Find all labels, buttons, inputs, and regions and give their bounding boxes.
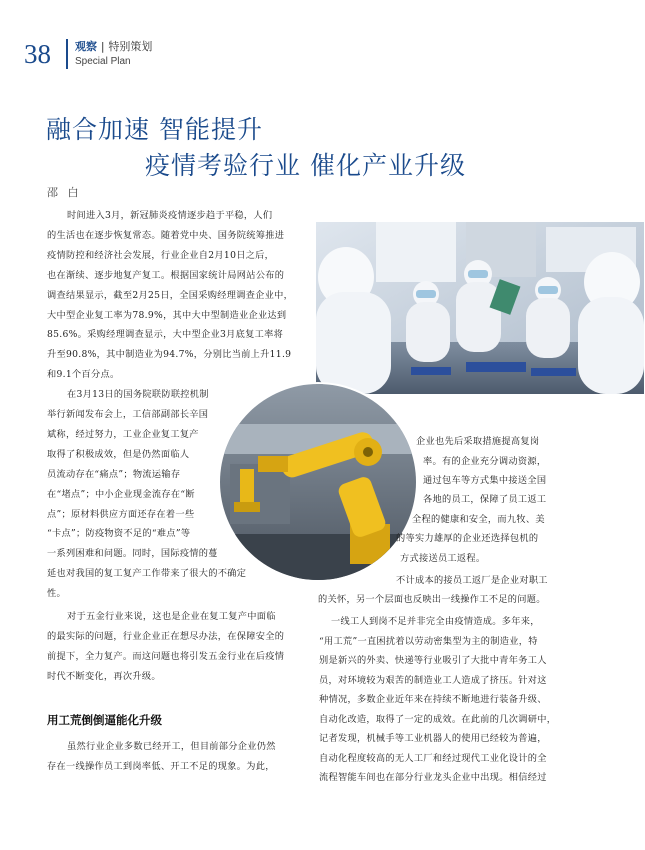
body-text-line: 时代不断变化，再次升级。	[47, 670, 161, 682]
body-text-line: 在3月13日的国务院联防联控机制	[67, 389, 209, 401]
body-text-line: 员，对环境较为艰苦的制造业工人造成了挤压。针对这	[319, 675, 547, 686]
body-text-line: 的生活也在逐步恢复常态。随着党中央、国务院统筹推进	[47, 229, 285, 241]
body-text-line: 时间进入3月，新冠肺炎疫情逐步趋于平稳，人们	[67, 210, 273, 221]
article-subtitle: 疫情考验行业 催化产业升级	[145, 151, 466, 180]
body-text-line: 企业也先后采取措施提高复岗	[416, 436, 540, 447]
page-header	[24, 36, 152, 72]
body-text-line: 性。	[47, 588, 66, 600]
body-text-line: 自动化改造，取得了一定的成效。在此前的几次调研中，	[319, 714, 557, 725]
body-text-line: 流程智能车间也在部分行业龙头企业中出现。相信经过	[319, 772, 547, 783]
section-label: 观察	[75, 40, 97, 53]
industrial-robot-arm-photo	[220, 384, 418, 582]
body-text-line: 取得了积极成效，但是仍然面临人	[47, 448, 190, 460]
body-text-line: 虽然行业企业多数已经开工，但目前部分企业仍然	[67, 741, 276, 752]
body-text-line: 别是新兴的外卖、快递等行业吸引了大批中青年务工人	[319, 655, 547, 666]
body-text-line: 斌称，经过努力，工业企业复工复产	[47, 428, 199, 440]
body-text-line: 全程的健康和安全，而九牧、美	[412, 514, 545, 525]
body-text-line: 举行新闻发布会上，工信部副部长辛国	[47, 409, 209, 420]
body-text-line: 调查结果显示，截至2月25日，全国采购经理调查企业中，	[47, 289, 294, 301]
body-text-line: 点”；原材料供应方面还存在着一些	[47, 508, 195, 520]
article-author: 邵 白	[47, 186, 82, 199]
body-text-line: 种情况，多数企业近年来在持续不断地进行装备升级、	[319, 694, 547, 705]
section-english-label: Special Plan	[75, 56, 131, 67]
page-number: 38	[24, 38, 51, 69]
body-text-line: 记者发现，机械手等工业机器人的使用已经较为普遍，	[319, 733, 547, 744]
robot-arm-photo	[218, 382, 418, 582]
body-text-line: 在“堵点”；中小企业现金流存在“断	[47, 488, 195, 500]
body-text-line: 疫情防控和经济社会发展，行业企业自2月10日之后，	[47, 249, 275, 261]
body-text-line: 通过包车等方式集中接送全国	[423, 475, 547, 486]
workers-in-cleanroom-photo	[316, 222, 644, 394]
body-text-line: 率。有的企业充分调动资源，	[423, 456, 547, 467]
body-text-line: 前提下，全力复产。而这问题也将引发五金行业在后疫情	[47, 650, 285, 662]
body-text-line: 的最实际的问题，行业企业正在想尽办法，在保障安全的	[47, 630, 285, 642]
body-text-line: 员流动存在“痛点”；物流运输存	[47, 468, 181, 480]
body-text-line: 85.6%。采购经理调查显示，大中型企业3月底复工率将	[47, 329, 284, 341]
lab-workers-photo	[316, 222, 644, 394]
body-text-line: 一线工人到岗不足并非完全由疫情造成。多年来，	[331, 616, 540, 627]
section-heading: 用工荒倒倒逼能化升级	[47, 713, 162, 727]
body-text-line: 升至90.8%，其中制造业为94.7%，分别比当前上升11.9	[47, 349, 292, 361]
body-text-line: 的关怀，另一个层面也反映出一线操作工不足的问题。	[318, 594, 546, 605]
subsection-label: 特别策划	[108, 40, 153, 53]
body-text-line: “卡点”；防疫物资不足的“难点”等	[47, 528, 191, 540]
body-text-line: 延也对我国的复工复产工作带来了很大的不确定	[47, 568, 247, 580]
body-text-line: 的等实力雄厚的企业还选择包机的	[396, 533, 539, 544]
body-text-line: 方式接送员工返程。	[400, 553, 486, 564]
body-text-line: 和9.1个百分点。	[47, 369, 120, 381]
body-text-line: 大中型企业复工率为78.9%，其中大中型制造业企业达到	[47, 309, 287, 321]
body-text-line: 各地的员工，保障了员工返工	[423, 494, 547, 505]
section-separator: |	[100, 40, 105, 53]
body-text-line: 自动化程度较高的无人工厂和经过现代工业化设计的全	[319, 753, 547, 764]
body-text-line: 一系列困难和问题。同时，国际疫情的蔓	[47, 548, 218, 560]
body-text-line: 对于五金行业来说，这也是企业在复工复产中面临	[67, 611, 276, 622]
body-text-line: 也在渐续、逐步地复产复工。根据国家统计局网站公布的	[47, 269, 285, 281]
body-text-line: “用工荒”一直困扰着以劳动密集型为主的制造业，特	[319, 636, 538, 647]
body-text-line: 存在一线操作员工到岗率低、开工不足的现象。为此，	[47, 761, 275, 772]
article-title: 融合加速 智能提升	[46, 115, 263, 144]
body-text-line: 不计成本的接员工返厂是企业对职工	[396, 575, 548, 586]
header-divider	[66, 39, 68, 69]
header-labels	[75, 39, 152, 69]
